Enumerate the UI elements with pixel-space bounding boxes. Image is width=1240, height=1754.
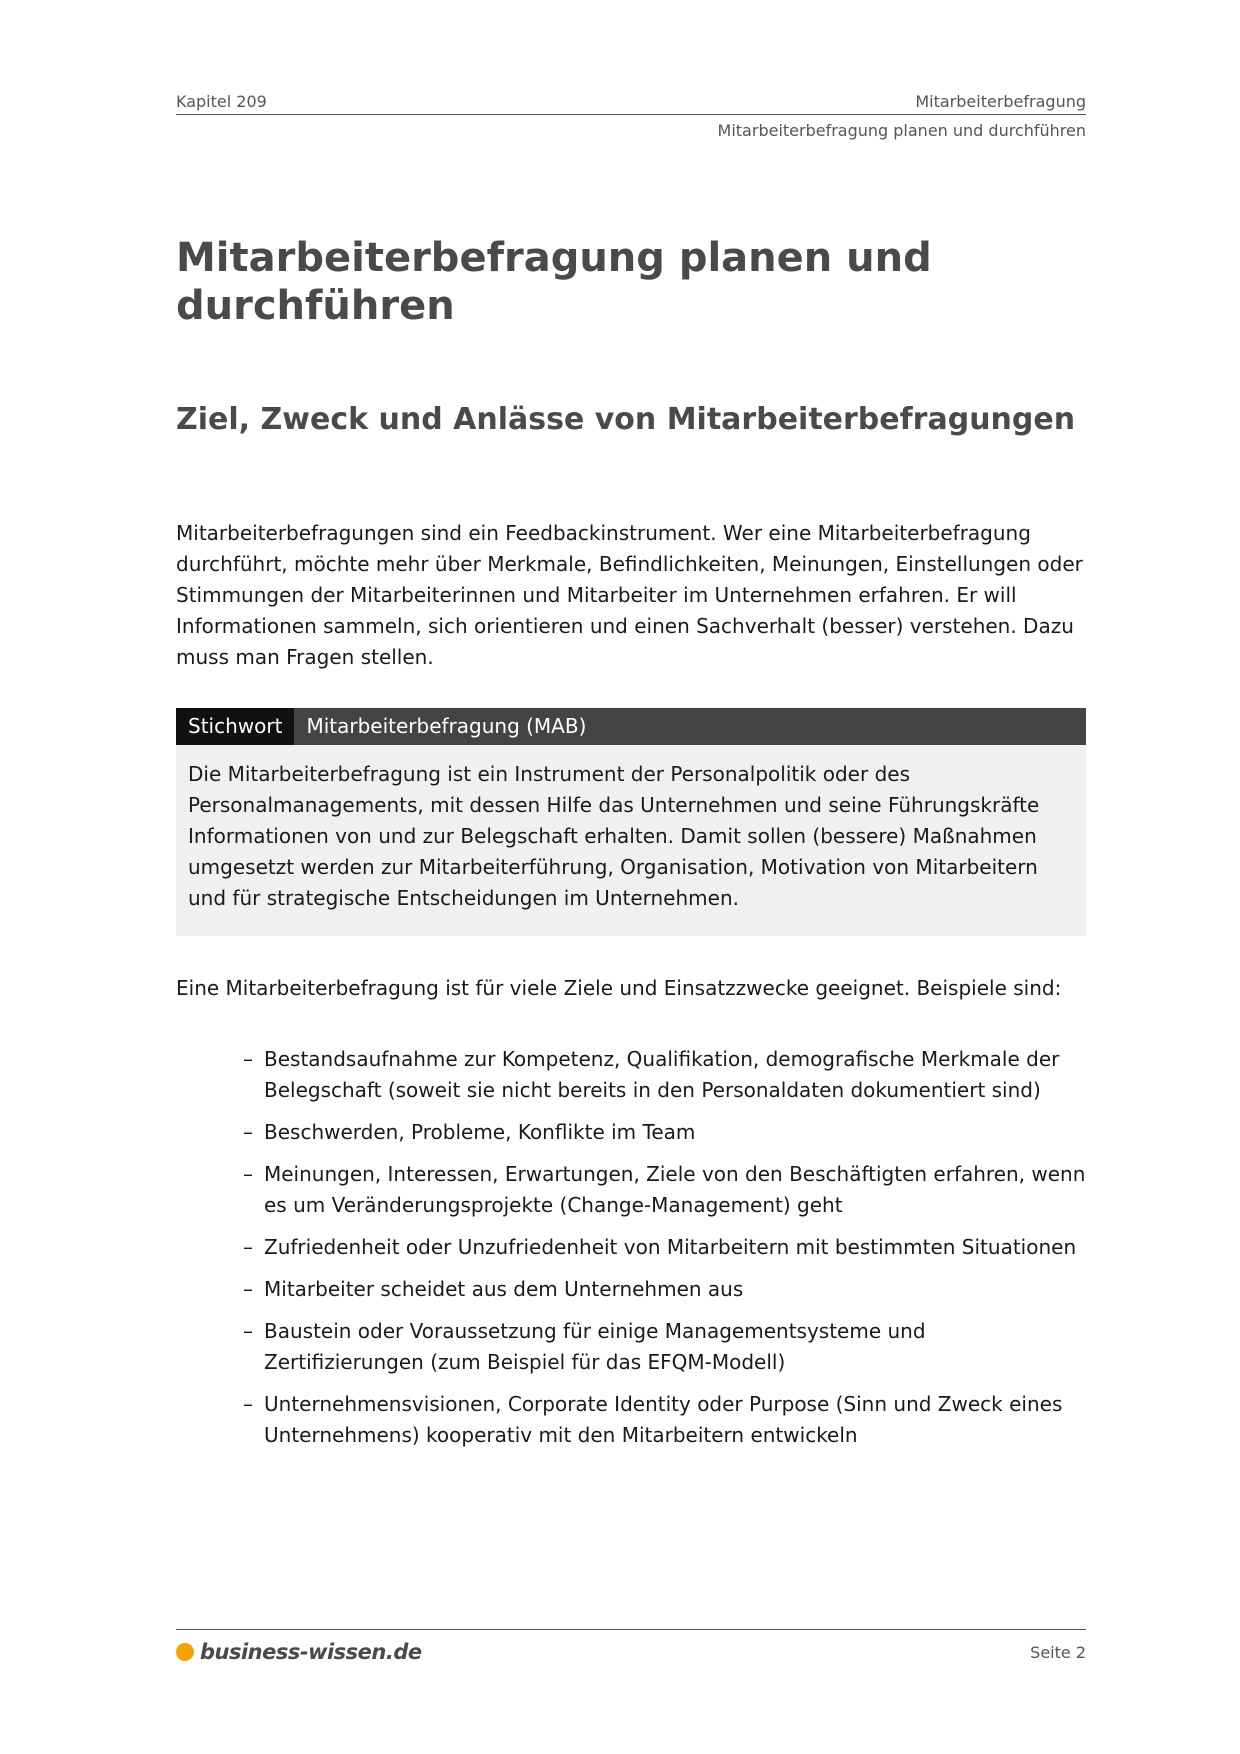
list-item-text: Baustein oder Voraussetzung für einige Managementsysteme und Zertifizierungen (zum Beispiel für das EFQM-Modell) (264, 1319, 926, 1374)
section-heading: Ziel, Zweck und Anlässe von Mitarbeiterbefragungen (176, 402, 1076, 437)
list-item (243, 1389, 1086, 1451)
list-item-text: Bestandsaufnahme zur Kompetenz, Qualifikation, demografische Merkmale der Belegschaft (soweit sie nicht bereits in den Personaldaten dokumentiert sind) (264, 1047, 1060, 1102)
list-dash: – (243, 1277, 253, 1301)
list-item-text: Beschwerden, Probleme, Konflikte im Team (264, 1120, 696, 1144)
list-item-text: Zufriedenheit oder Unzufriedenheit von Mitarbeitern mit bestimmten Situationen (264, 1235, 1077, 1259)
page-header (176, 92, 1086, 140)
list-dash: – (243, 1319, 253, 1343)
list-item (243, 1117, 1086, 1148)
list-item (243, 1159, 1086, 1221)
keyword-label: Stichwort (176, 708, 294, 745)
logo-text: business-wissen.de (200, 1640, 422, 1664)
keyword-box (176, 708, 1086, 936)
list-dash: – (243, 1392, 253, 1416)
list-dash: – (243, 1120, 253, 1144)
list-item-text: Mitarbeiter scheidet aus dem Unternehmen aus (264, 1277, 744, 1301)
page-number: Seite 2 (1030, 1642, 1086, 1662)
list-item (243, 1044, 1086, 1106)
section-label: Mitarbeiterbefragung (915, 92, 1086, 111)
keyword-term: Mitarbeiterbefragung (MAB) (306, 714, 587, 738)
examples-list (243, 1044, 1086, 1462)
keyword-definition: Die Mitarbeiterbefragung ist ein Instrument der Personalpolitik oder des Personalmanagements, mit dessen Hilfe das Unternehmen und seine Führungskräfte Informationen von und zur Belegschaft erhalten. Damit sollen (bessere) Maßnahmen umgesetzt werden zur Mitarbeiterführung, Organisation, Motivation von Mitarbeitern und für strategische Entscheidungen im Unternehmen. (176, 745, 1086, 936)
logo-dot-icon (176, 1643, 194, 1661)
footer-row (176, 1640, 1086, 1664)
list-dash: – (243, 1047, 253, 1071)
keyword-header (176, 708, 1086, 745)
document-page (176, 0, 1086, 1754)
header-row (176, 92, 1086, 115)
list-item (243, 1232, 1086, 1263)
list-item-text: Meinungen, Interessen, Erwartungen, Ziele von den Beschäftigten erfahren, wenn es um Veränderungsprojekte (Change-Management) geht (264, 1162, 1086, 1217)
page-title: Mitarbeiterbefragung planen und durchführen (176, 235, 932, 329)
list-item (243, 1274, 1086, 1305)
list-dash: – (243, 1235, 253, 1259)
page-footer (176, 1629, 1086, 1664)
chapter-label: Kapitel 209 (176, 92, 267, 111)
list-dash: – (243, 1162, 253, 1186)
intro-paragraph: Mitarbeiterbefragungen sind ein Feedbackinstrument. Wer eine Mitarbeiterbefragung durchführt, möchte mehr über Merkmale, Befindlichkeiten, Meinungen, Einstellungen oder Stimmungen der Mitarbeiterinnen und Mitarbeiter im Unternehmen erfahren. Er will Informationen sammeln, sich orientieren und einen Sachverhalt (besser) verstehen. Dazu muss man Fragen stellen. (176, 521, 1083, 669)
list-item-text: Unternehmensvisionen, Corporate Identity oder Purpose (Sinn und Zweck eines Unternehmens) kooperativ mit den Mitarbeitern entwickeln (264, 1392, 1063, 1447)
subsection-label: Mitarbeiterbefragung planen und durchführen (717, 121, 1086, 140)
examples-intro: Eine Mitarbeiterbefragung ist für viele Ziele und Einsatzzwecke geeignet. Beispiele sind: (176, 976, 1062, 1000)
site-logo (176, 1640, 422, 1664)
list-item (243, 1316, 1086, 1378)
